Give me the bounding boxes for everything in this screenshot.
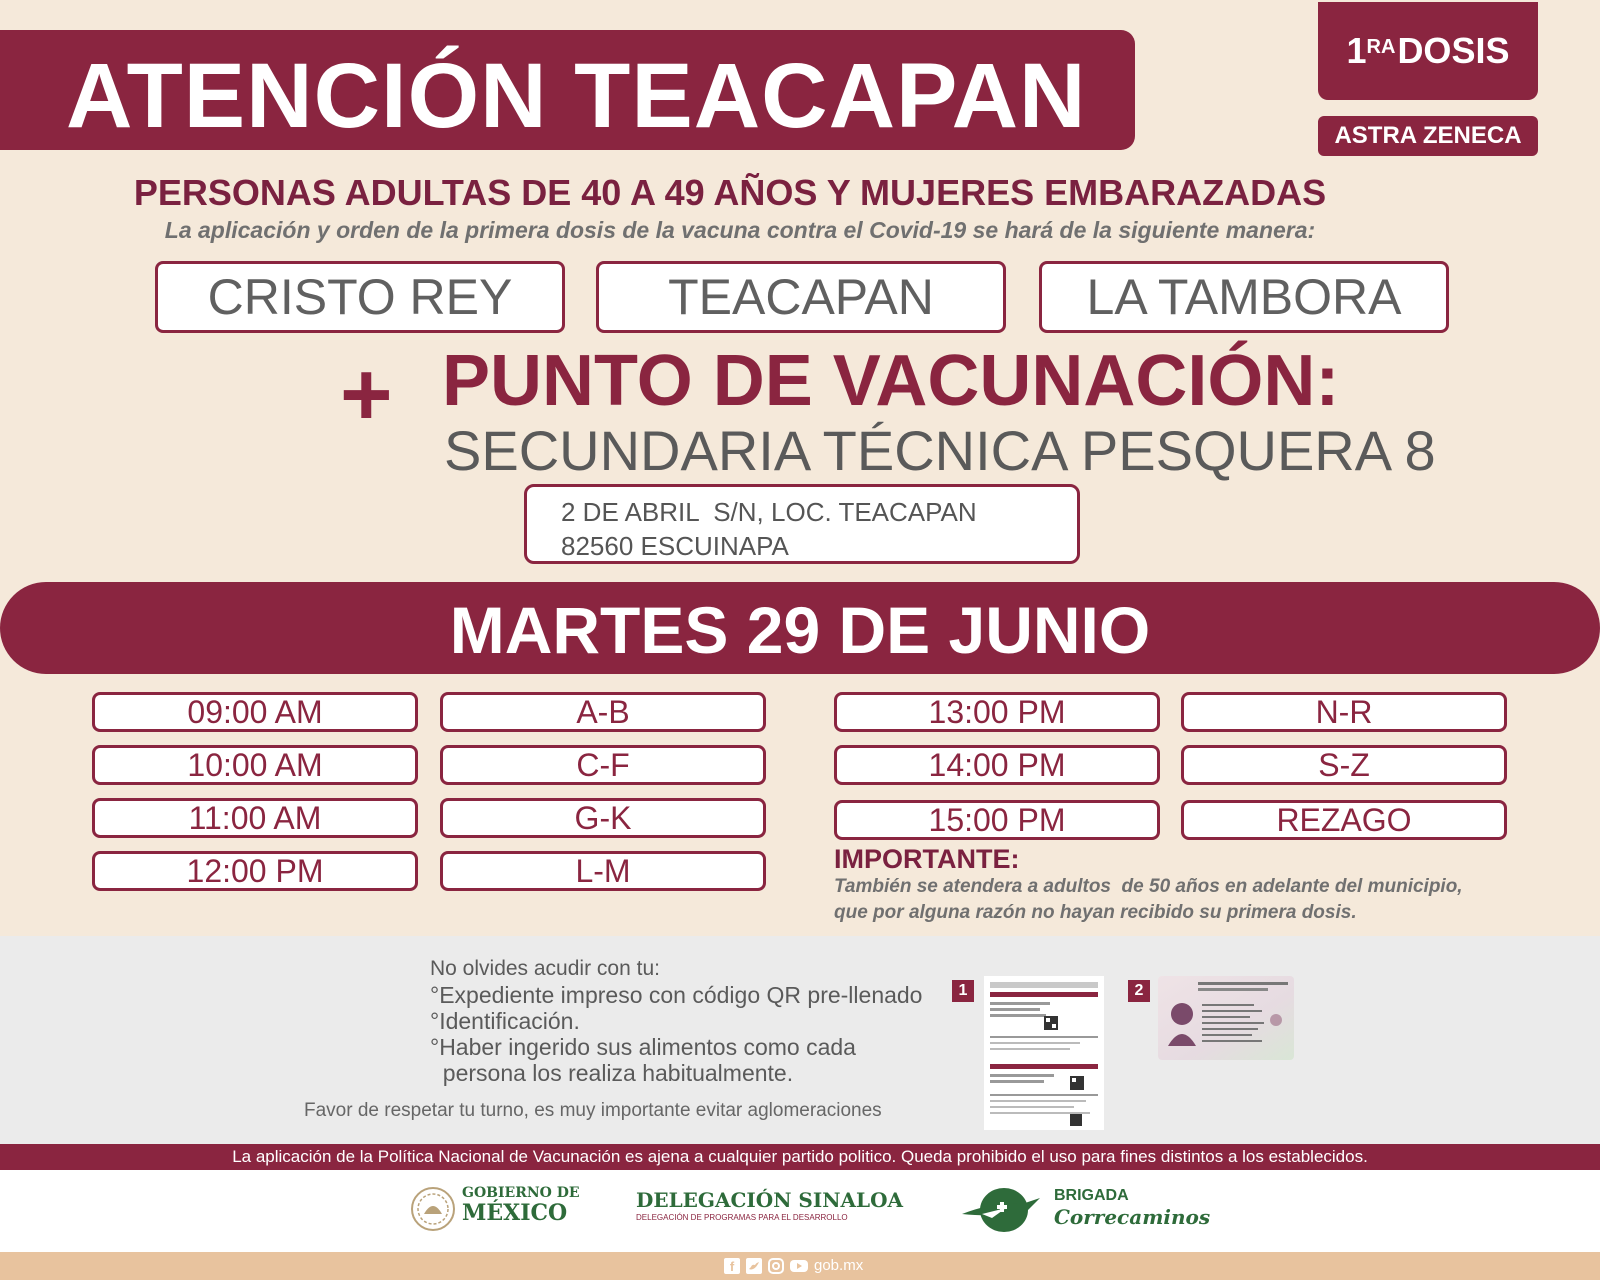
audience-heading: PERSONAS ADULTAS DE 40 A 49 AÑOS Y MUJERES EMBARAZADAS <box>133 172 1327 213</box>
gob-mx-link[interactable]: gob.mx <box>814 1257 864 1274</box>
letters-slot: N-R <box>1181 692 1507 732</box>
gobierno-mexico-logo <box>462 1186 580 1224</box>
reminders-list <box>430 956 922 1086</box>
instagram-icon[interactable] <box>768 1258 784 1274</box>
id-card-image <box>1158 976 1294 1060</box>
address-line2: 82560 ESCUINAPA <box>561 531 789 561</box>
dose-number: 1 <box>1346 30 1367 71</box>
location-la-tambora: LA TAMBORA <box>1039 261 1449 333</box>
time-slot: 14:00 PM <box>834 745 1160 785</box>
letters-slot: REZAGO <box>1181 800 1507 840</box>
time-slot: 10:00 AM <box>92 745 418 785</box>
time-slot: 11:00 AM <box>92 798 418 838</box>
reminder-item: °Haber ingerido sus alimentos como cada <box>430 1034 856 1060</box>
letters-slot: C-F <box>440 745 766 785</box>
qr-record-document-image <box>984 976 1104 1130</box>
delegacion-subtitle: DELEGACIÓN DE PROGRAMAS PARA EL DESARROLLO <box>636 1213 848 1222</box>
brigada-line2: Correcaminos <box>1054 1205 1211 1229</box>
document-number-badge: 1 <box>952 980 974 1002</box>
delegacion-title: DELEGACIÓN SINALOA <box>636 1188 904 1212</box>
reminder-item: °Identificación. <box>430 1008 580 1034</box>
address-box <box>524 484 1080 564</box>
page-title: ATENCIÓN TEACAPAN <box>66 45 1087 147</box>
twitter-icon[interactable] <box>746 1258 762 1274</box>
brigada-correcaminos-logo <box>1054 1188 1210 1227</box>
letters-slot: L-M <box>440 851 766 891</box>
time-slot: 09:00 AM <box>92 692 418 732</box>
important-line2: que por alguna razón no hayan recibido su primera dosis. <box>834 902 1357 923</box>
letters-slot: S-Z <box>1181 745 1507 785</box>
time-slot: 15:00 PM <box>834 800 1160 840</box>
vaccination-place: SECUNDARIA TÉCNICA PESQUERA 8 <box>444 419 1436 482</box>
delegacion-sinaloa-logo <box>636 1190 903 1222</box>
gobierno-line2: MÉXICO <box>462 1200 568 1226</box>
gobierno-line1: GOBIERNO DE <box>462 1185 580 1201</box>
vaccination-point-label: PUNTO DE VACUNACIÓN: <box>442 341 1340 421</box>
time-slot: 12:00 PM <box>92 851 418 891</box>
youtube-icon[interactable] <box>790 1258 808 1274</box>
letters-slot: A-B <box>440 692 766 732</box>
reminder-item: °Expediente impreso con código QR pre-llenado <box>430 982 923 1008</box>
mexico-seal-icon <box>410 1186 456 1232</box>
important-line1: También se atendera a adultos de 50 años en adelante del municipio, <box>834 876 1463 897</box>
dose-badge <box>1318 2 1538 100</box>
roadrunner-icon <box>962 1184 1044 1236</box>
plus-icon: + <box>340 345 393 445</box>
dose-word: DOSIS <box>1397 30 1510 71</box>
location-cristo-rey: CRISTO REY <box>155 261 565 333</box>
respect-turn-note: Favor de respetar tu turno, es muy importante evitar aglomeraciones <box>304 1100 882 1121</box>
address-line1: 2 DE ABRIL S/N, LOC. TEACAPAN <box>561 497 977 527</box>
reminders-intro: No olvides acudir con tu: <box>430 957 660 980</box>
dose-suffix: RA <box>1366 35 1396 58</box>
disclaimer-text: La aplicación de la Política Nacional de Vacunación es ajena a cualquier partido politico. Queda prohibido el uso para fines distintos a los establecidos. <box>232 1147 1368 1166</box>
document-number-badge: 2 <box>1128 980 1150 1002</box>
vaccine-badge: ASTRA ZENECA <box>1318 116 1538 156</box>
date-heading: MARTES 29 DE JUNIO <box>449 593 1151 667</box>
reminder-item: persona los realiza habitualmente. <box>430 1060 794 1086</box>
letters-slot: G-K <box>440 798 766 838</box>
important-title: IMPORTANTE: <box>834 844 1020 874</box>
important-text <box>834 874 1463 926</box>
facebook-icon[interactable]: f <box>724 1258 740 1274</box>
subtitle: La aplicación y orden de la primera dosis de la vacuna contra el Covid-19 se hará de la siguiente manera: <box>164 217 1316 243</box>
location-teacapan: TEACAPAN <box>596 261 1006 333</box>
brigada-line1: BRIGADA <box>1054 1187 1129 1204</box>
time-slot: 13:00 PM <box>834 692 1160 732</box>
